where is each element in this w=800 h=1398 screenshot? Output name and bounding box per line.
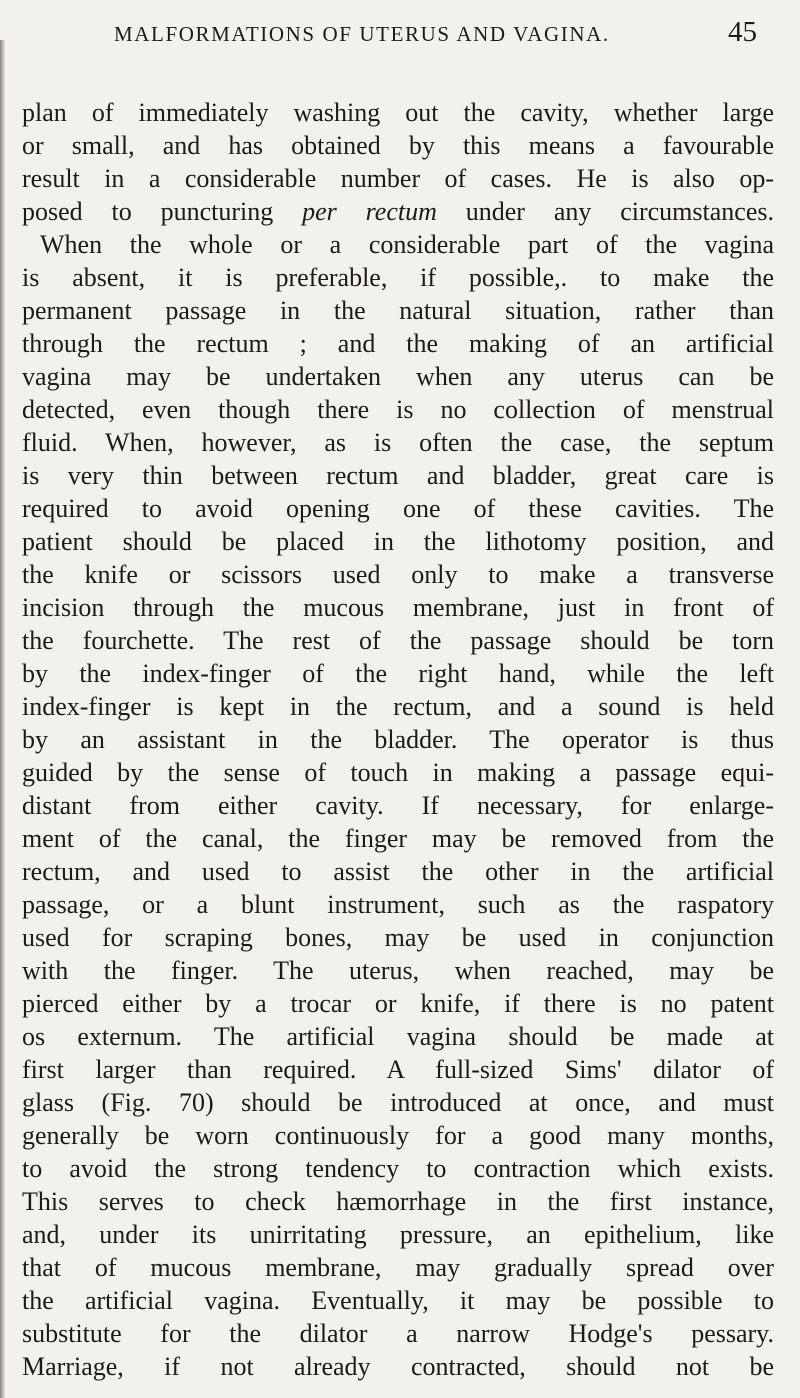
text-line: posed to puncturing per rectum under any circumstances. — [22, 197, 774, 226]
text-line: This serves to check hæmorrhage in the first instance, — [22, 1187, 774, 1216]
text-line: the fourchette. The rest of the passage should be torn — [22, 626, 774, 655]
text-line: ment of the canal, the finger may be removed from the — [22, 824, 774, 853]
text-line: and, under its unirritating pressure, an epithelium, like — [22, 1220, 774, 1249]
page-edge-shadow — [0, 40, 5, 1398]
text-line: Marriage, if not already contracted, should not be — [22, 1352, 774, 1381]
text-line: to avoid the strong tendency to contraction which exists. — [22, 1154, 774, 1183]
text-line: required to avoid opening one of these cavities. The — [22, 494, 774, 523]
text-line: the artificial vagina. Eventually, it may be possible to — [22, 1286, 774, 1315]
text-line: or small, and has obtained by this means a favourable — [22, 131, 774, 160]
text-line: fluid. When, however, as is often the case, the septum — [22, 428, 774, 457]
text-line: index-finger is kept in the rectum, and a sound is held — [22, 692, 774, 721]
text-line: result in a considerable number of cases. He is also op- — [22, 164, 774, 193]
text-line: vagina may be undertaken when any uterus can be — [22, 362, 774, 391]
text-line: patient should be placed in the lithotomy position, and — [22, 527, 774, 556]
running-head — [0, 10, 800, 50]
text-line: substitute for the dilator a narrow Hodge's pessary. — [22, 1319, 774, 1348]
running-title: MALFORMATIONS OF UTERUS AND VAGINA. — [114, 22, 610, 46]
text-line: rectum, and used to assist the other in the artificial — [22, 857, 774, 886]
text-line: When the whole or a considerable part of the vagina — [40, 230, 774, 259]
text-line: with the finger. The uterus, when reached, may be — [22, 956, 774, 985]
text-line: plan of immediately washing out the cavity, whether large — [22, 98, 774, 127]
text-line: guided by the sense of touch in making a passage equi- — [22, 758, 774, 787]
text-line: that of mucous membrane, may gradually spread over — [22, 1253, 774, 1282]
text-line: passage, or a blunt instrument, such as the raspatory — [22, 890, 774, 919]
text-line: detected, even though there is no collection of menstrual — [22, 395, 774, 424]
text-line: permanent passage in the natural situation, rather than — [22, 296, 774, 325]
text-line: by the index-finger of the right hand, while the left — [22, 659, 774, 688]
text-line: the knife or scissors used only to make a transverse — [22, 560, 774, 589]
text-line: is absent, it is preferable, if possible,. to make the — [22, 263, 774, 292]
text-line: through the rectum ; and the making of an artificial — [22, 329, 774, 358]
text-line: os externum. The artificial vagina should be made at — [22, 1022, 774, 1051]
text-line: distant from either cavity. If necessary, for enlarge- — [22, 791, 774, 820]
text-line: used for scraping bones, may be used in conjunction — [22, 923, 774, 952]
page-number: 45 — [728, 16, 757, 48]
text-line: first larger than required. A full-sized Sims' dilator of — [22, 1055, 774, 1084]
text-line: generally be worn continuously for a good many months, — [22, 1121, 774, 1150]
text-line: by an assistant in the bladder. The operator is thus — [22, 725, 774, 754]
text-line: glass (Fig. 70) should be introduced at once, and must — [22, 1088, 774, 1117]
text-line: incision through the mucous membrane, just in front of — [22, 593, 774, 622]
text-line: is very thin between rectum and bladder, great care is — [22, 461, 774, 490]
text-line: pierced either by a trocar or knife, if there is no patent — [22, 989, 774, 1018]
